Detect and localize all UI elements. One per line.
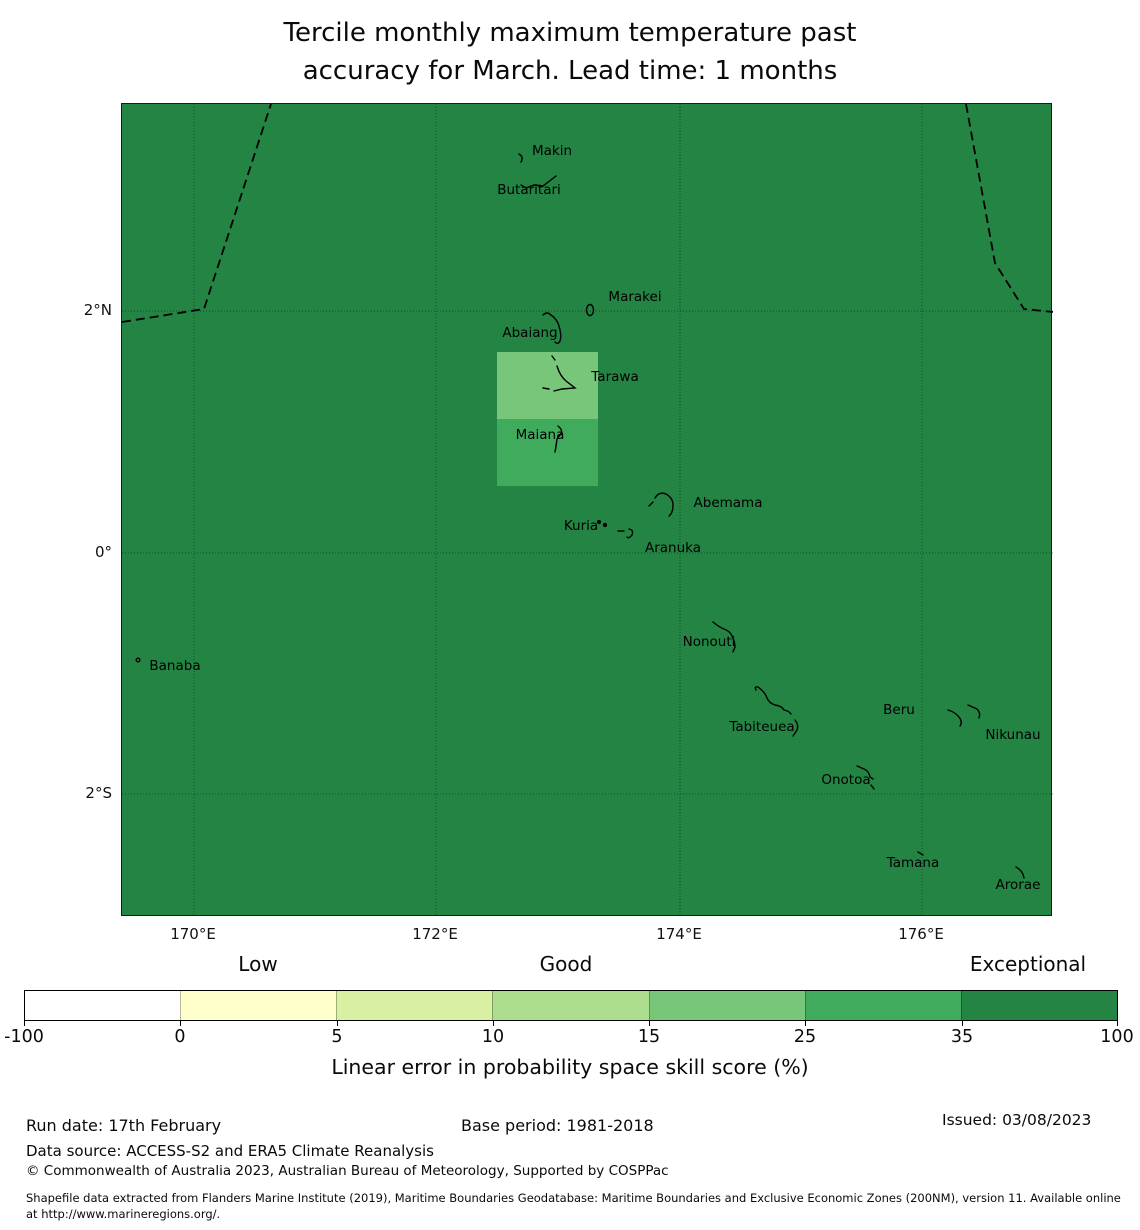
x-axis-tick-174e: 174°E [656,925,702,943]
island-label-abemama: Abemama [693,495,763,511]
colorbar-tick-5: 5 [331,1027,343,1047]
island-outline-marakei [587,305,594,316]
colorbar-tickmark [337,1021,338,1026]
footer-issued-date: Issued: 03/08/2023 [942,1111,1092,1129]
island-label-tarawa: Tarawa [591,369,639,385]
colorbar-tick-0: 0 [174,1027,186,1047]
colorbar-segment-1 [25,991,180,1020]
island-label-nonouti: Nonouti [682,634,736,650]
colorbar-tick-10: 10 [481,1027,505,1047]
island-outline-abemama [649,493,673,516]
island-outline-tarawa [543,356,575,391]
island-label-kuria: Kuria [563,518,599,534]
island-label-tamana: Tamana [886,855,940,871]
island-label-maiana: Maiana [515,427,565,443]
colorbar-category-exceptional: Exceptional [969,952,1087,976]
island-label-arorae: Arorae [995,877,1041,893]
y-axis-tick-0: 0° [94,543,112,561]
colorbar-caption: Linear error in probability space skill score (%) [331,1055,809,1079]
colorbar-segment-5 [649,991,805,1020]
colorbar-segment-3 [336,991,492,1020]
colorbar-tickmark [493,1021,494,1026]
eez-boundary-line-west [122,104,271,322]
colorbar-tick-neg100: -100 [4,1027,44,1047]
colorbar-tickmark [24,1021,25,1026]
graticule-gridlines [122,104,1053,917]
x-axis-tick-172e: 172°E [412,925,458,943]
island-label-nikunau: Nikunau [985,727,1041,743]
colorbar-category-low: Low [238,952,278,976]
island-outline-beru [948,710,961,726]
colorbar [24,990,1118,1021]
island-outline-nikunau [968,705,980,718]
island-outline-kuria-islet [604,524,607,527]
y-axis-tick-2s: 2°S [85,784,112,802]
footer-data-source: Data source: ACCESS-S2 and ERA5 Climate Reanalysis [26,1142,434,1160]
island-label-aranuka: Aranuka [644,540,702,556]
colorbar-tick-35: 35 [950,1027,974,1047]
colorbar-segment-6 [805,991,961,1020]
colorbar-category-good: Good [539,952,593,976]
y-axis-tick-2n: 2°N [83,301,112,319]
x-axis-tick-170e: 170°E [170,925,216,943]
figure-title-line2: accuracy for March. Lead time: 1 months [302,56,838,86]
colorbar-tick-25: 25 [793,1027,817,1047]
island-label-beru: Beru [883,702,915,718]
footer-shapefile-note: Shapefile data extracted from Flanders Marine Institute (2019), Maritime Boundaries Geodatabase: Maritime Boundaries and Exclusive Economic Zones (200NM), version 11. Available online at http://www.marineregions.org/. [26,1191,1121,1222]
colorbar-tickmark [805,1021,806,1026]
colorbar-tickmark [1117,1021,1118,1026]
island-outline-banaba [136,658,140,662]
colorbar-segment-2 [180,991,336,1020]
island-label-banaba: Banaba [149,658,201,674]
x-axis-tick-176e: 176°E [898,925,944,943]
colorbar-segment-4 [492,991,648,1020]
eez-boundary-line-east [966,104,1053,312]
island-label-tabiteuea: Tabiteuea [729,719,795,735]
colorbar-tickmark [180,1021,181,1026]
footer-copyright: © Commonwealth of Australia 2023, Australian Bureau of Meteorology, Supported by COSPPac [26,1163,669,1179]
island-label-butaritari: Butaritari [497,182,561,198]
colorbar-segment-7 [961,991,1117,1020]
island-outline-aranuka [618,529,633,538]
colorbar-tickmark [649,1021,650,1026]
map-overlay-svg [122,104,1053,917]
footer-run-date: Run date: 17th February [26,1116,222,1135]
island-outline-makin [519,154,522,162]
colorbar-tick-100: 100 [1100,1027,1134,1047]
figure-title-line1: Tercile monthly maximum temperature past [283,18,857,48]
island-label-makin: Makin [531,143,573,159]
colorbar-tickmark [962,1021,963,1026]
colorbar-tick-15: 15 [637,1027,661,1047]
island-label-onotoa: Onotoa [821,772,871,788]
map-canvas [121,103,1052,916]
footer-base-period: Base period: 1981-2018 [461,1116,654,1135]
island-label-marakei: Marakei [608,289,662,305]
island-label-abaiang: Abaiang [502,325,558,341]
